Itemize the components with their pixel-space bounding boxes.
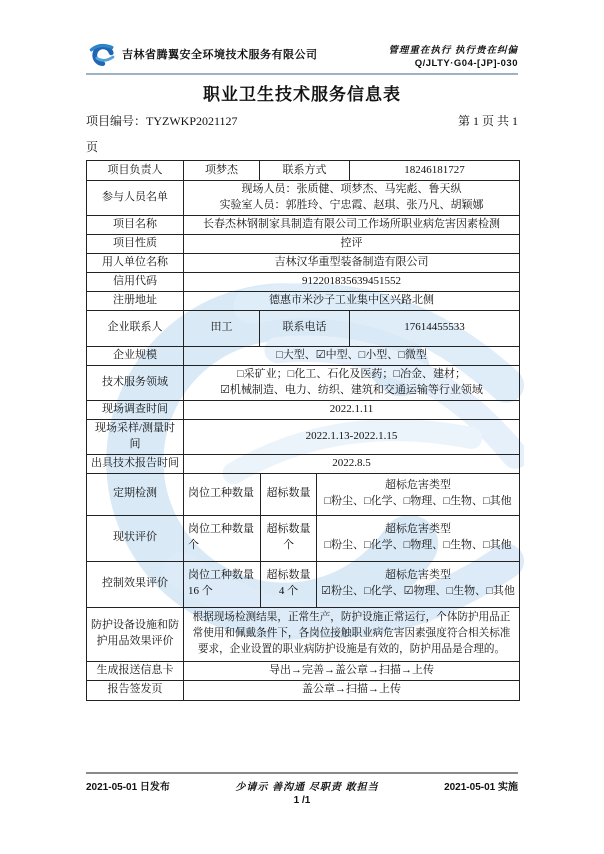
row-label: 现场调查时间 (87, 401, 184, 419)
row-survey-date (87, 401, 519, 420)
hazard-type-label: 超标危害类型 (385, 523, 451, 536)
hazard-type-cell (317, 516, 519, 561)
row-periodic-detection (87, 474, 519, 516)
address-value: 德惠市米沙子工业集中区兴路北侧 (269, 293, 434, 306)
row-label: 用人单位名称 (87, 254, 184, 272)
footer-motto: 少请示 善沟通 尽职责 敢担当 (235, 782, 379, 793)
job-count-label: 岗位工种数量 (188, 569, 254, 582)
row-credit-code (87, 273, 519, 292)
row-label: 项目名称 (87, 216, 184, 234)
project-number-line (86, 112, 518, 129)
job-count-cell (184, 516, 261, 561)
row-status-evaluation (87, 516, 519, 562)
contact-phone-label: 联系电话 (260, 311, 350, 346)
exceed-count-cell (261, 562, 317, 607)
hazard-type-cell (317, 562, 519, 607)
header-rule (86, 73, 518, 75)
contact-phone: 17614455533 (404, 321, 465, 334)
job-count-value: 个 (188, 539, 199, 552)
row-company-contact (87, 311, 519, 347)
exceed-count-value: 4 个 (278, 585, 299, 598)
job-count-cell (184, 474, 261, 515)
leader-name: 项梦杰 (184, 161, 260, 180)
document-number: Q/JLTY·G04-[JP]-030 (414, 58, 518, 69)
row-label: 技术服务领域 (87, 366, 184, 400)
job-count-label: 岗位工种数量 (188, 523, 254, 536)
hazard-type-checkboxes: □粉尘、□化学、□物理、□生物、□其他 (324, 495, 512, 508)
header-brand (86, 42, 318, 66)
signoff-flow: 盖公章→扫描→上传 (302, 683, 401, 696)
service-field-line1: □采矿业；□化工、石化及医药；□冶金、建材； (237, 367, 466, 380)
survey-date-value: 2022.1.11 (329, 402, 374, 415)
row-label: 生成报送信息卡 (87, 662, 184, 680)
lab-staff: 实验室人员：郭胜玲、宁忠霞、赵琪、张乃凡、胡颖娜 (219, 198, 484, 211)
leader-phone: 18246181727 (404, 163, 465, 176)
hazard-type-label: 超标危害类型 (385, 479, 451, 492)
row-signoff-page (87, 681, 519, 700)
exceed-count-label: 超标数量 (266, 487, 311, 500)
row-address (87, 292, 519, 311)
row-label: 注册地址 (87, 292, 184, 310)
row-label: 项目性质 (87, 235, 184, 253)
row-label: 信用代码 (87, 273, 184, 291)
row-project-name (87, 216, 519, 235)
sampling-date-value: 2022.1.13-2022.1.15 (305, 429, 398, 442)
form-title: 职业卫生技术服务信息表 (203, 85, 401, 104)
page-indicator-wrap: 页 (86, 140, 99, 154)
exceed-count-label: 超标数量 (266, 569, 311, 582)
page-header (86, 42, 518, 69)
scale-checkboxes: □大型、☑中型、□小型、□微型 (276, 348, 427, 361)
service-field-line2: ☑机械制造、电力、纺织、建筑和交通运输等行业领域 (220, 383, 483, 396)
row-label: 出具技术报告时间 (87, 455, 184, 473)
service-field-checkboxes (184, 366, 519, 400)
company-logo-icon (86, 42, 116, 66)
exceed-count-value: 个 (283, 539, 294, 552)
issue-date: 2021-05-01 日发布 (86, 782, 170, 793)
job-count-value: 16 个 (188, 585, 213, 598)
footer-rule (86, 772, 518, 774)
contact-method-label: 联系方式 (260, 161, 350, 180)
employer-value: 吉林汉华重型装备制造有限公司 (274, 255, 429, 268)
row-control-effect-evaluation (87, 562, 519, 608)
protection-evaluation-text: 根据现场检测结果，正常生产，防护设施正常运行，个体防护用品正常使用和佩戴条件下，各岗位接触职业病危害因素强度符合相关标准要求，企业设置的职业病防护设施是有效的，防护用品是合理的。 (192, 611, 511, 656)
implement-date: 2021-05-01 实施 (444, 782, 518, 793)
report-date-value: 2022.8.5 (332, 456, 371, 469)
page-indicator: 第 1 页 共 1 (457, 114, 518, 128)
exceed-count-label: 超标数量 (266, 523, 311, 536)
contact-person: 田工 (184, 311, 260, 346)
row-label: 项目负责人 (87, 161, 184, 180)
row-label: 企业规模 (87, 347, 184, 365)
row-label: 控制效果评价 (87, 562, 184, 607)
row-label: 企业联系人 (87, 311, 184, 346)
participants-list (184, 181, 519, 215)
exceed-count-cell (261, 474, 317, 515)
row-label: 现状评价 (87, 516, 184, 561)
row-protection-evaluation (87, 608, 519, 662)
hazard-type-cell (317, 474, 519, 515)
project-name-value: 长春杰林钢制家具制造有限公司工作场所职业病危害因素检测 (203, 217, 500, 230)
row-participants (87, 181, 519, 216)
project-type-value: 控评 (340, 236, 363, 249)
row-service-field (87, 366, 519, 401)
management-slogan: 管理重在执行 执行贵在纠偏 (388, 45, 518, 56)
row-label: 报告签发页 (87, 681, 184, 700)
hazard-type-checkboxes: □粉尘、□化学、□物理、□生物、□其他 (324, 539, 512, 552)
row-employer (87, 254, 519, 273)
info-card-flow: 导出→完善→盖公章→扫描→上传 (269, 663, 434, 676)
row-project-leader (87, 161, 519, 181)
job-count-cell (184, 562, 261, 607)
company-name: 吉林省腾翼安全环境技术服务有限公司 (122, 49, 318, 61)
row-label: 定期检测 (87, 474, 184, 515)
row-company-scale (87, 347, 519, 366)
field-staff: 现场人员：张质健、项梦杰、马宪彪、鲁天纵 (241, 183, 462, 195)
hazard-type-checkboxes: ☑粉尘、□化学、☑物理、□生物、□其他 (321, 585, 515, 598)
row-label: 防护设备设施和防护用品效果评价 (87, 608, 184, 661)
header-doc-info (388, 42, 518, 69)
row-sampling-date (87, 420, 519, 455)
page-footer (86, 778, 518, 793)
page-number: 1 /1 (293, 795, 311, 806)
row-label: 现场采样/测量时间 (87, 420, 184, 454)
row-project-type (87, 235, 519, 254)
hazard-type-label: 超标危害类型 (385, 569, 451, 582)
job-count-label: 岗位工种数量 (188, 487, 254, 500)
row-label: 参与人员名单 (87, 181, 184, 215)
credit-code-value: 912201835639451552 (302, 274, 401, 287)
exceed-count-cell (261, 516, 317, 561)
row-info-card (87, 662, 519, 681)
project-number: 项目编号：TYZWKP2021127 (86, 114, 238, 128)
info-table (86, 160, 520, 701)
row-report-date (87, 455, 519, 474)
